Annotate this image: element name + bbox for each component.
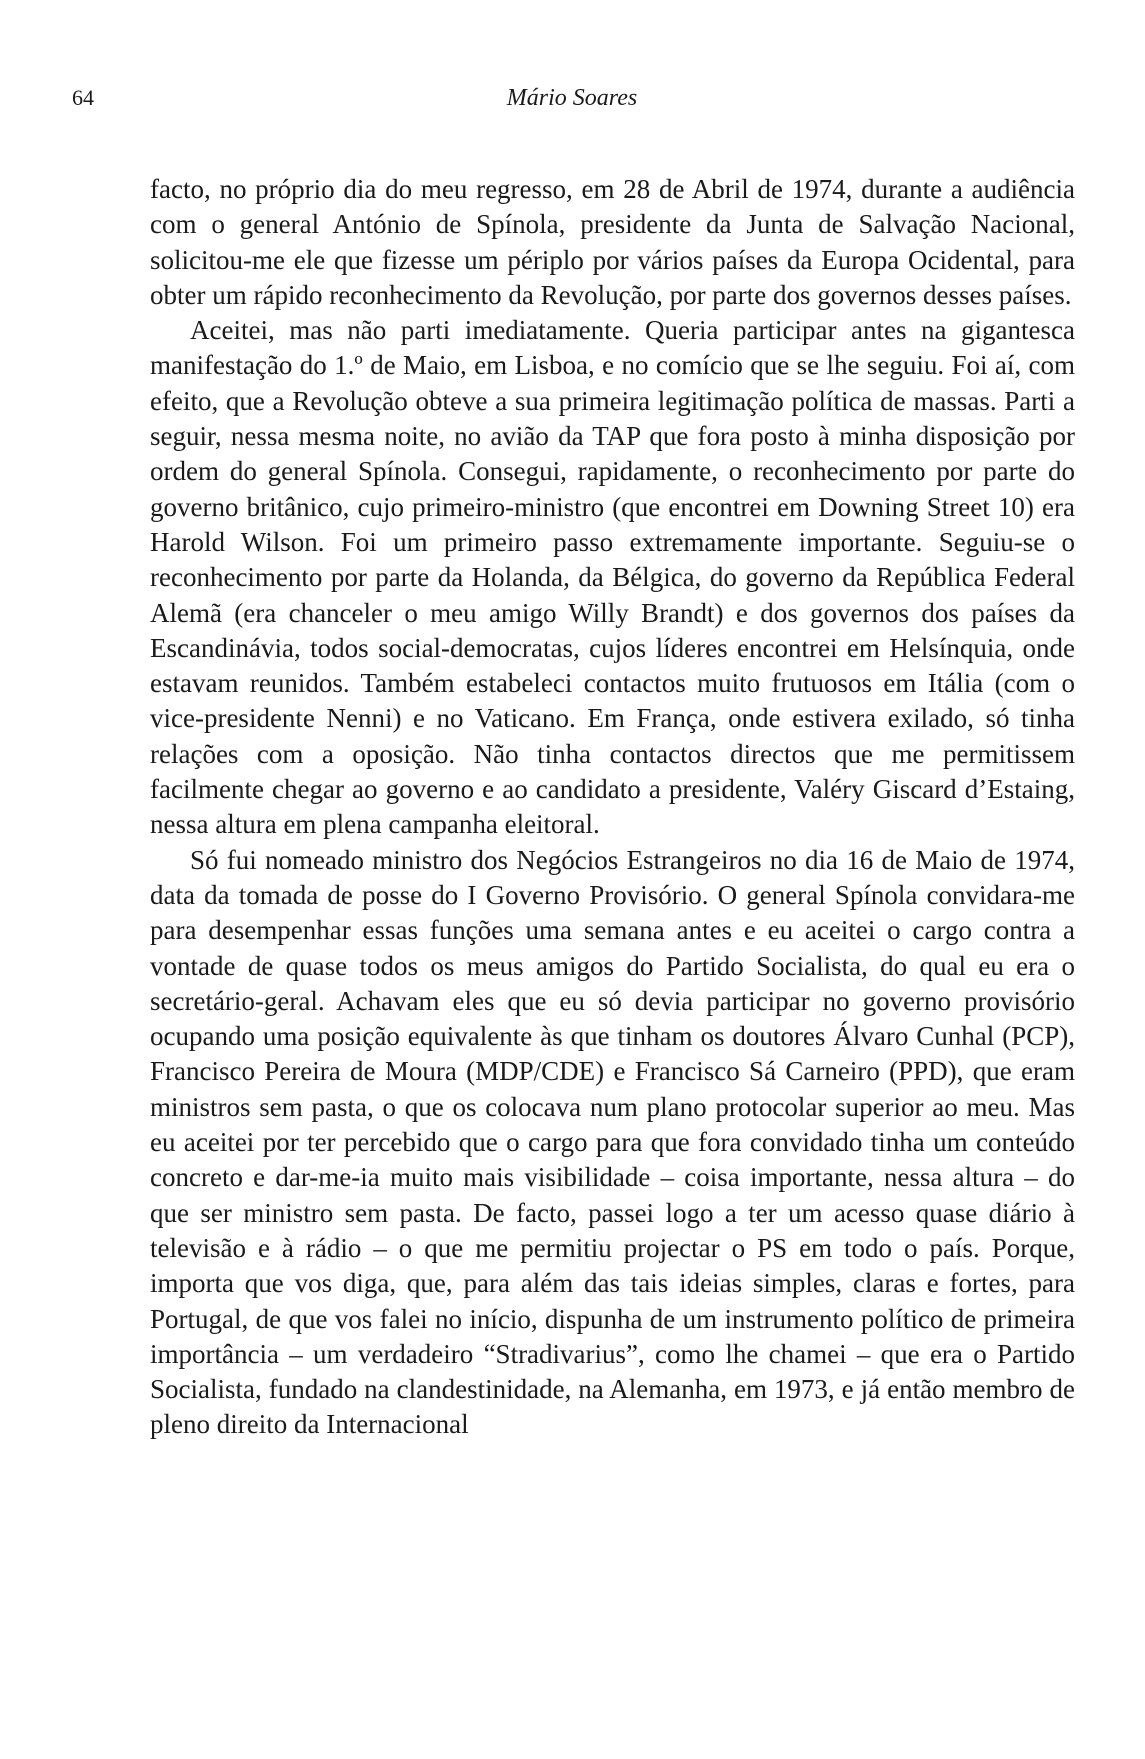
page-number: 64 bbox=[72, 85, 94, 110]
paragraph: Aceitei, mas não parti imediatamente. Queria participar antes na gigantesca manifestação do 1.º de Maio, em Lisboa, e no comício que se lhe seguiu. Foi aí, com efeito, que a Revolução obteve a sua primeira legitimação política de massas. Parti a seguir, nessa mesma noite, no avião da TAP que fora posto à minha disposição por ordem do general Spínola. Consegui, rapidamente, o reconhecimento por parte do governo britânico, cujo primeiro-ministro (que encontrei em Downing Street 10) era Harold Wilson. Foi um primeiro passo extremamente importante. Seguiu-se o reconhecimento por parte da Holanda, da Bélgica, do governo da República Federal Alemã (era chanceler o meu amigo Willy Brandt) e dos governos dos países da Escandinávia, todos social-democratas, cujos líderes encontrei em Helsínquia, onde estavam reunidos. Também estabeleci contactos muito frutuosos em Itália (com o vice-presidente Nenni) e no Vaticano. Em França, onde estivera exilado, só tinha relações com a oposição. Não tinha contactos directos que me permitissem facilmente chegar ao governo e ao candidato a presidente, Valéry Giscard d’Estaing, nessa altura em plena campanha eleitoral. bbox=[150, 315, 1075, 840]
paragraph: facto, no próprio dia do meu regresso, em 28 de Abril de 1974, durante a audiência com o general António de Spínola, presidente da Junta de Salvação Nacional, solicitou-me ele que fizesse um périplo por vários países da Europa Ocidental, para obter um rápido reconhecimento da Revolução, por parte dos governos desses países. bbox=[150, 174, 1075, 310]
page-header bbox=[72, 80, 1072, 116]
body-text bbox=[150, 172, 1075, 1443]
running-head: Mário Soares bbox=[506, 85, 638, 111]
paragraph: Só fui nomeado ministro dos Negócios Estrangeiros no dia 16 de Maio de 1974, data da tomada de posse do I Governo Provisório. O general Spínola convidara-me para desempenhar essas funções uma semana antes e eu aceitei o cargo contra a vontade de quase todos os meus amigos do Partido Socialista, do qual eu era o secretário-geral. Achavam eles que eu só devia participar no governo provisório ocupando uma posição equivalente às que tinham os doutores Álvaro Cunhal (PCP), Francisco Pereira de Moura (MDP/CDE) e Francisco Sá Carneiro (PPD), que eram ministros sem pasta, o que os colocava num plano protocolar superior ao meu. Mas eu aceitei por ter percebido que o cargo para que fora convidado tinha um conteúdo concreto e dar-me-ia muito mais visibilidade – coisa importante, nessa altura – do que ser ministro sem pasta. De facto, passei logo a ter um acesso quase diário à televisão e à rádio – o que me permitiu projectar o PS em todo o país. Porque, importa que vos diga, que, para além das tais ideias simples, claras e fortes, para Portugal, de que vos falei no início, dispunha de um instrumento político de primeira importância – um verdadeiro “Stradivarius”, como lhe chamei – que era o Partido Socialista, fundado na clandestinidade, na Alemanha, em 1973, e já então membro de pleno direito da Internacional bbox=[150, 844, 1075, 1440]
